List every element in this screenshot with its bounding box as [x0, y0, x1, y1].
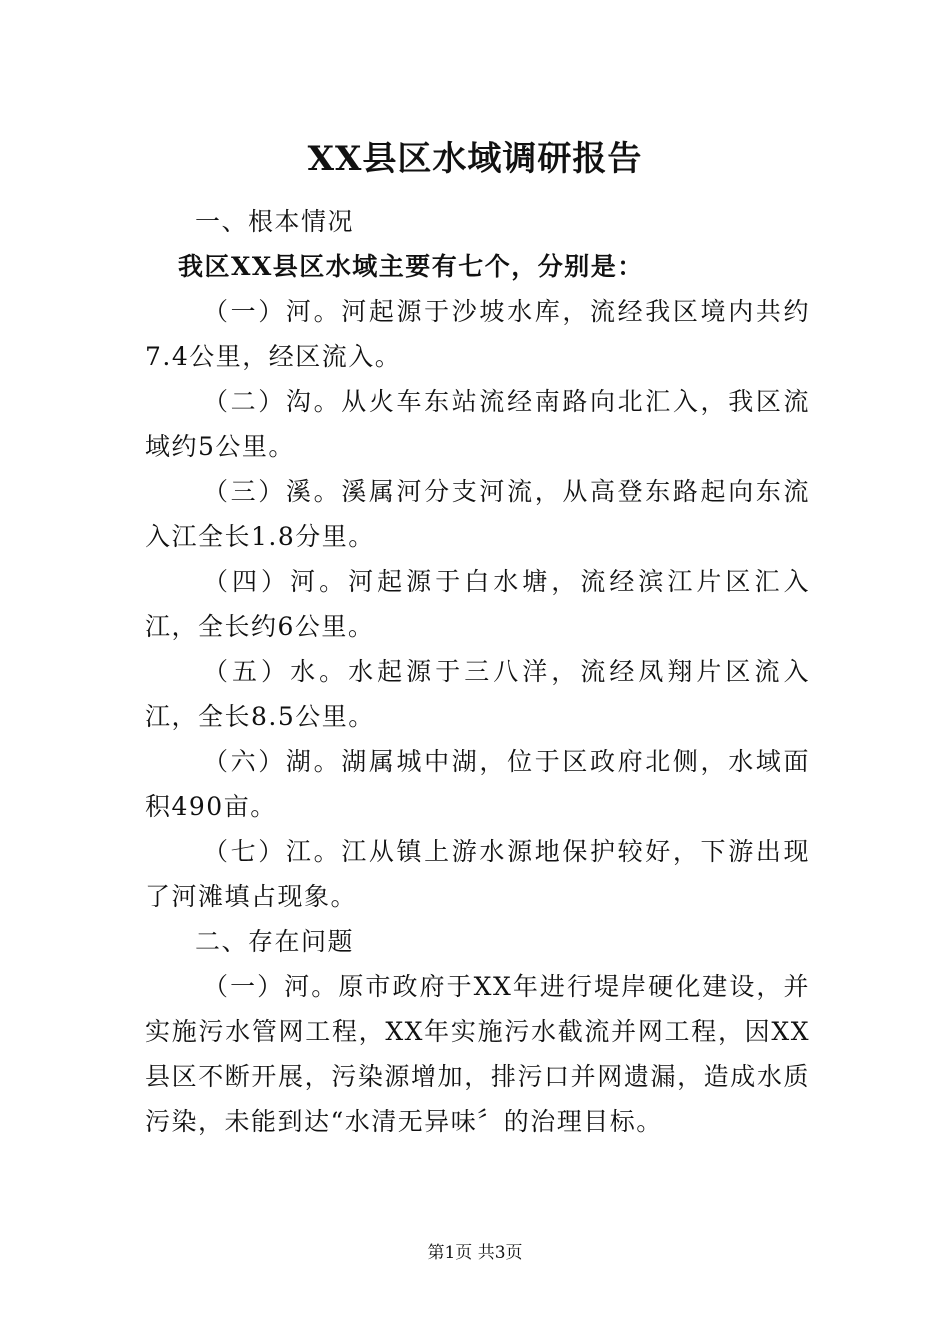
- item-lead: （三）溪。: [203, 477, 342, 506]
- list-item: [145, 829, 810, 919]
- list-item: [145, 469, 810, 559]
- section-heading-problems: 二、存在问题: [195, 927, 355, 956]
- document-title: XX县区水域调研报告: [307, 139, 643, 179]
- document-body: [145, 199, 810, 1144]
- section-intro: 我区XX县区水域主要有七个，分别是：: [178, 252, 644, 281]
- item-lead: （一）河。: [203, 972, 339, 1001]
- list-item: [145, 559, 810, 649]
- item-text: 江从镇上游水源地保护较好，下游出现了河滩填占现象。: [145, 837, 810, 911]
- item-text: 湖属城中湖，位于区政府北侧，水域面积490亩。: [145, 747, 810, 821]
- list-item: [145, 964, 810, 1144]
- item-lead: （二）沟。: [203, 387, 342, 416]
- list-item: [145, 649, 810, 739]
- item-text: 从火车东站流经南路向北汇入，我区流域约5公里。: [145, 387, 810, 461]
- item-lead: （四）河。: [203, 567, 349, 596]
- list-item: [145, 289, 810, 379]
- item-text: 水起源于三八洋，流经凤翔片区流入江，全长8.5公里。: [145, 657, 810, 731]
- section-heading-basic: 一、根本情况: [195, 207, 355, 236]
- item-text: 河起源于沙坡水库，流经我区境内共约7.4公里，经区流入。: [145, 297, 810, 371]
- item-lead: （一）河。: [203, 297, 342, 326]
- item-text: 溪属河分支河流，从高登东路起向东流入江全长1.8分里。: [145, 477, 810, 551]
- item-text: 河起源于白水塘，流经滨江片区汇入江，全长约6公里。: [145, 567, 810, 641]
- item-lead: （五）水。: [203, 657, 349, 686]
- page-footer: 第1页 共3页: [427, 1243, 523, 1263]
- list-item: [145, 739, 810, 829]
- item-lead: （七）江。: [203, 837, 342, 866]
- item-lead: （六）湖。: [203, 747, 342, 776]
- item-text: 原市政府于XX年进行堤岸硬化建设，并实施污水管网工程，XX年实施污水截流并网工程，因XX县区不断开展，污染源增加，排污口并网遗漏，造成水质污染，未能到达“水清无异味〞的治理目标。: [145, 972, 810, 1136]
- list-item: [145, 379, 810, 469]
